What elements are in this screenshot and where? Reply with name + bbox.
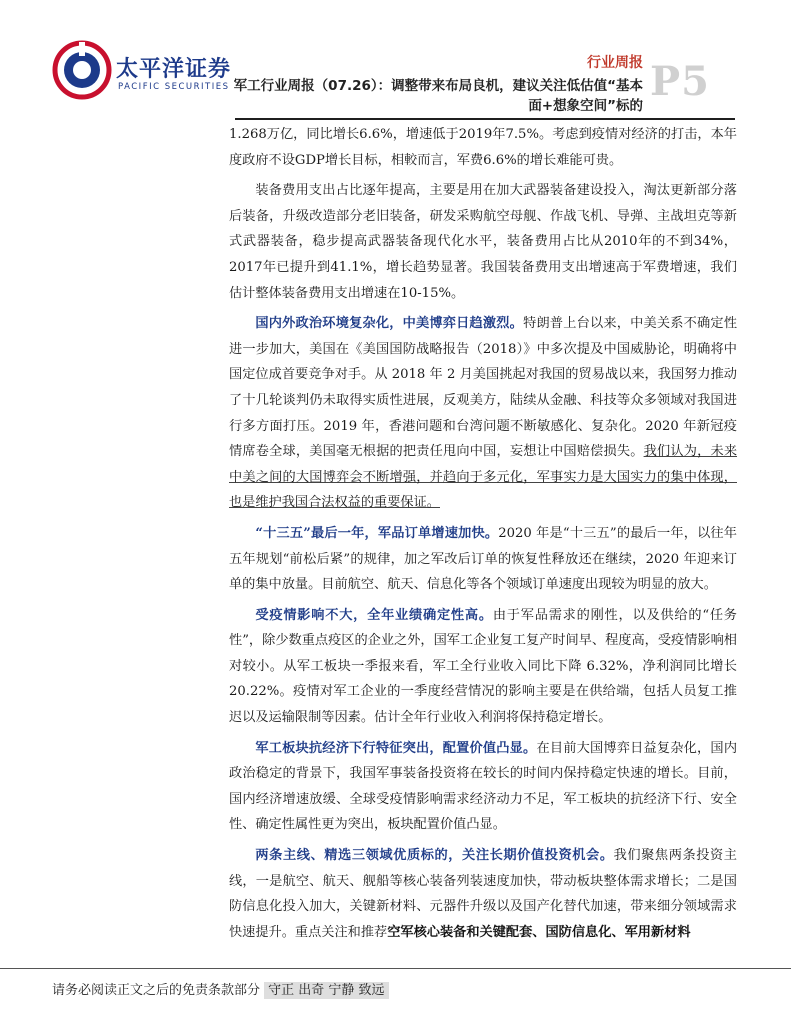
paragraph-lead: 国内外政治环境复杂化，中美博弈日趋激烈。 [255, 316, 524, 332]
paragraph-military-budget: 1.268万亿，同比增长6.6%，增速低于2019年7.5%。考虑到疫情对经济的打击，本年度政府不设GDP增长目标，相較而言，军费6.6%的增长难能可贵。 [229, 127, 737, 168]
page-footer [52, 979, 389, 998]
report-body [229, 122, 737, 950]
paragraph-equipment-spending: 装备费用支出占比逐年提高，主要是用在加大武器装备建设投入，淘汰更新部分落后装备，升级改造部分老旧装备，研发采购航空母舰、作战飞机、导弹、主战坦克等新式武器装备，稳步提高武器装备现代化水平，装备费用占比从2010年的不到34%，2017年已提升到41.1%，增长趋势显著。我国装备费用支出增速高于军费增速，我们估计整体装备费用支出增速在10-15%。 [229, 183, 737, 301]
paragraph-five-year-plan [229, 521, 737, 598]
disclaimer-notice: 请务必阅读正文之后的免责条款部分 [52, 983, 261, 998]
logo-chinese-name: 太平洋证券 [116, 57, 232, 82]
report-title: 军工行业周报（07.26）：调整带来布局良机，建议关注低估值“基本面+想象空间”标的 [233, 78, 643, 114]
highlighted-conclusion: 我们认为，未来中美之间的大国博弈会不断增强，并趋向于多元化，军事实力是大国实力的集中体现，也是维护我国合法权益的重要保证。 [229, 444, 738, 511]
logo-english-name: PACIFIC SECURITIES [118, 82, 230, 92]
paragraph-allocation-value [229, 736, 737, 838]
paragraph-text: 2020 年是“十三五”的最后一年，以往年五年规划“前松后紧”的规律，加之军改后订单的恢复性释放还在继续，2020 年迎来订单的集中放量。目前航空、航天、信息化等各个领域订单速度出现较为明显的放大。 [229, 525, 737, 593]
recommended-sectors: 空军核心装备和关键配套、国防信息化、军用新材料 [387, 924, 691, 940]
page-number: P5 [650, 58, 710, 105]
paragraph-text: 在目前大国博弈日益复杂化，国内政治稳定的背景下，我国军事装备投资将在较长的时间内保持稳定快速的增长。目前，国内经济增速放缓、全球受疫情影响需求经济动力不足，军工板块的抗经济下行、安全性、确定性属性更为突出，板块配置价值凸显。 [229, 740, 738, 833]
company-motto: 守正 出奇 宁静 致远 [264, 982, 388, 999]
header-divider [235, 118, 735, 120]
paragraph-text: 由于军品需求的刚性，以及供给的“任务性”，除少数重点疫区的企业之外，国军工企业复工复产时间早、程度高，受疫情影响相对较小。从军工板块一季报来看，军工全行业收入同比下降 6.32%，净利润同比增长 20.22%。疫情对军工企业的一季度经营情况的影响主要是在供给端，包括人员复工推迟以及运输限制等因素。估计全年行业收入利润将保持稳定增长。 [229, 607, 737, 726]
paragraph-performance [229, 603, 737, 731]
pacific-securities-logo-icon [52, 40, 112, 100]
paragraph-lead: 两条主线、精选三领域优质标的，关注长期价值投资机会。 [255, 848, 614, 864]
paragraph-investment-lines [229, 843, 737, 945]
company-logo [52, 40, 232, 100]
report-section-label: 行业周报 [587, 55, 643, 71]
paragraph-geopolitics [229, 311, 737, 516]
paragraph-text: 特朗普上台以来，中美关系不确定性进一步加大，美国在《美国国防战略报告（2018）》中多次提及中国威胁论，明确将中国定位成首要竞争对手。从 2018 年 2 月美国挑起对我国的贸易战以来，我国努力推动了十几轮谈判仍未取得实质性进展，反观美方，陆续从金融、科技等众多领域对我国进行多方面打压。2019 年，香港问题和台湾问题不断敏感化、复杂化。2020 年新冠疫情席卷全球，美国毫无根据的把责任甩向中国，妄想让中国赔偿损失。 [229, 316, 738, 460]
paragraph-lead: “十三五”最后一年，军品订单增速加快。 [255, 525, 499, 541]
paragraph-lead: 受疫情影响不大，全年业绩确定性高。 [255, 607, 493, 623]
footer-divider [0, 968, 791, 969]
paragraph-lead: 军工板块抗经济下行特征突出，配置价值凸显。 [255, 740, 537, 756]
paragraph-text: 我们聚焦两条投资主线，一是航空、航天、舰船等核心装备列装速度加快，带动板块整体需求增长；二是国防信息化投入加大，关键新材料、元器件升级以及国产化替代加速，带来细分领域需求快速提升。重点关注和推荐 [229, 848, 737, 940]
